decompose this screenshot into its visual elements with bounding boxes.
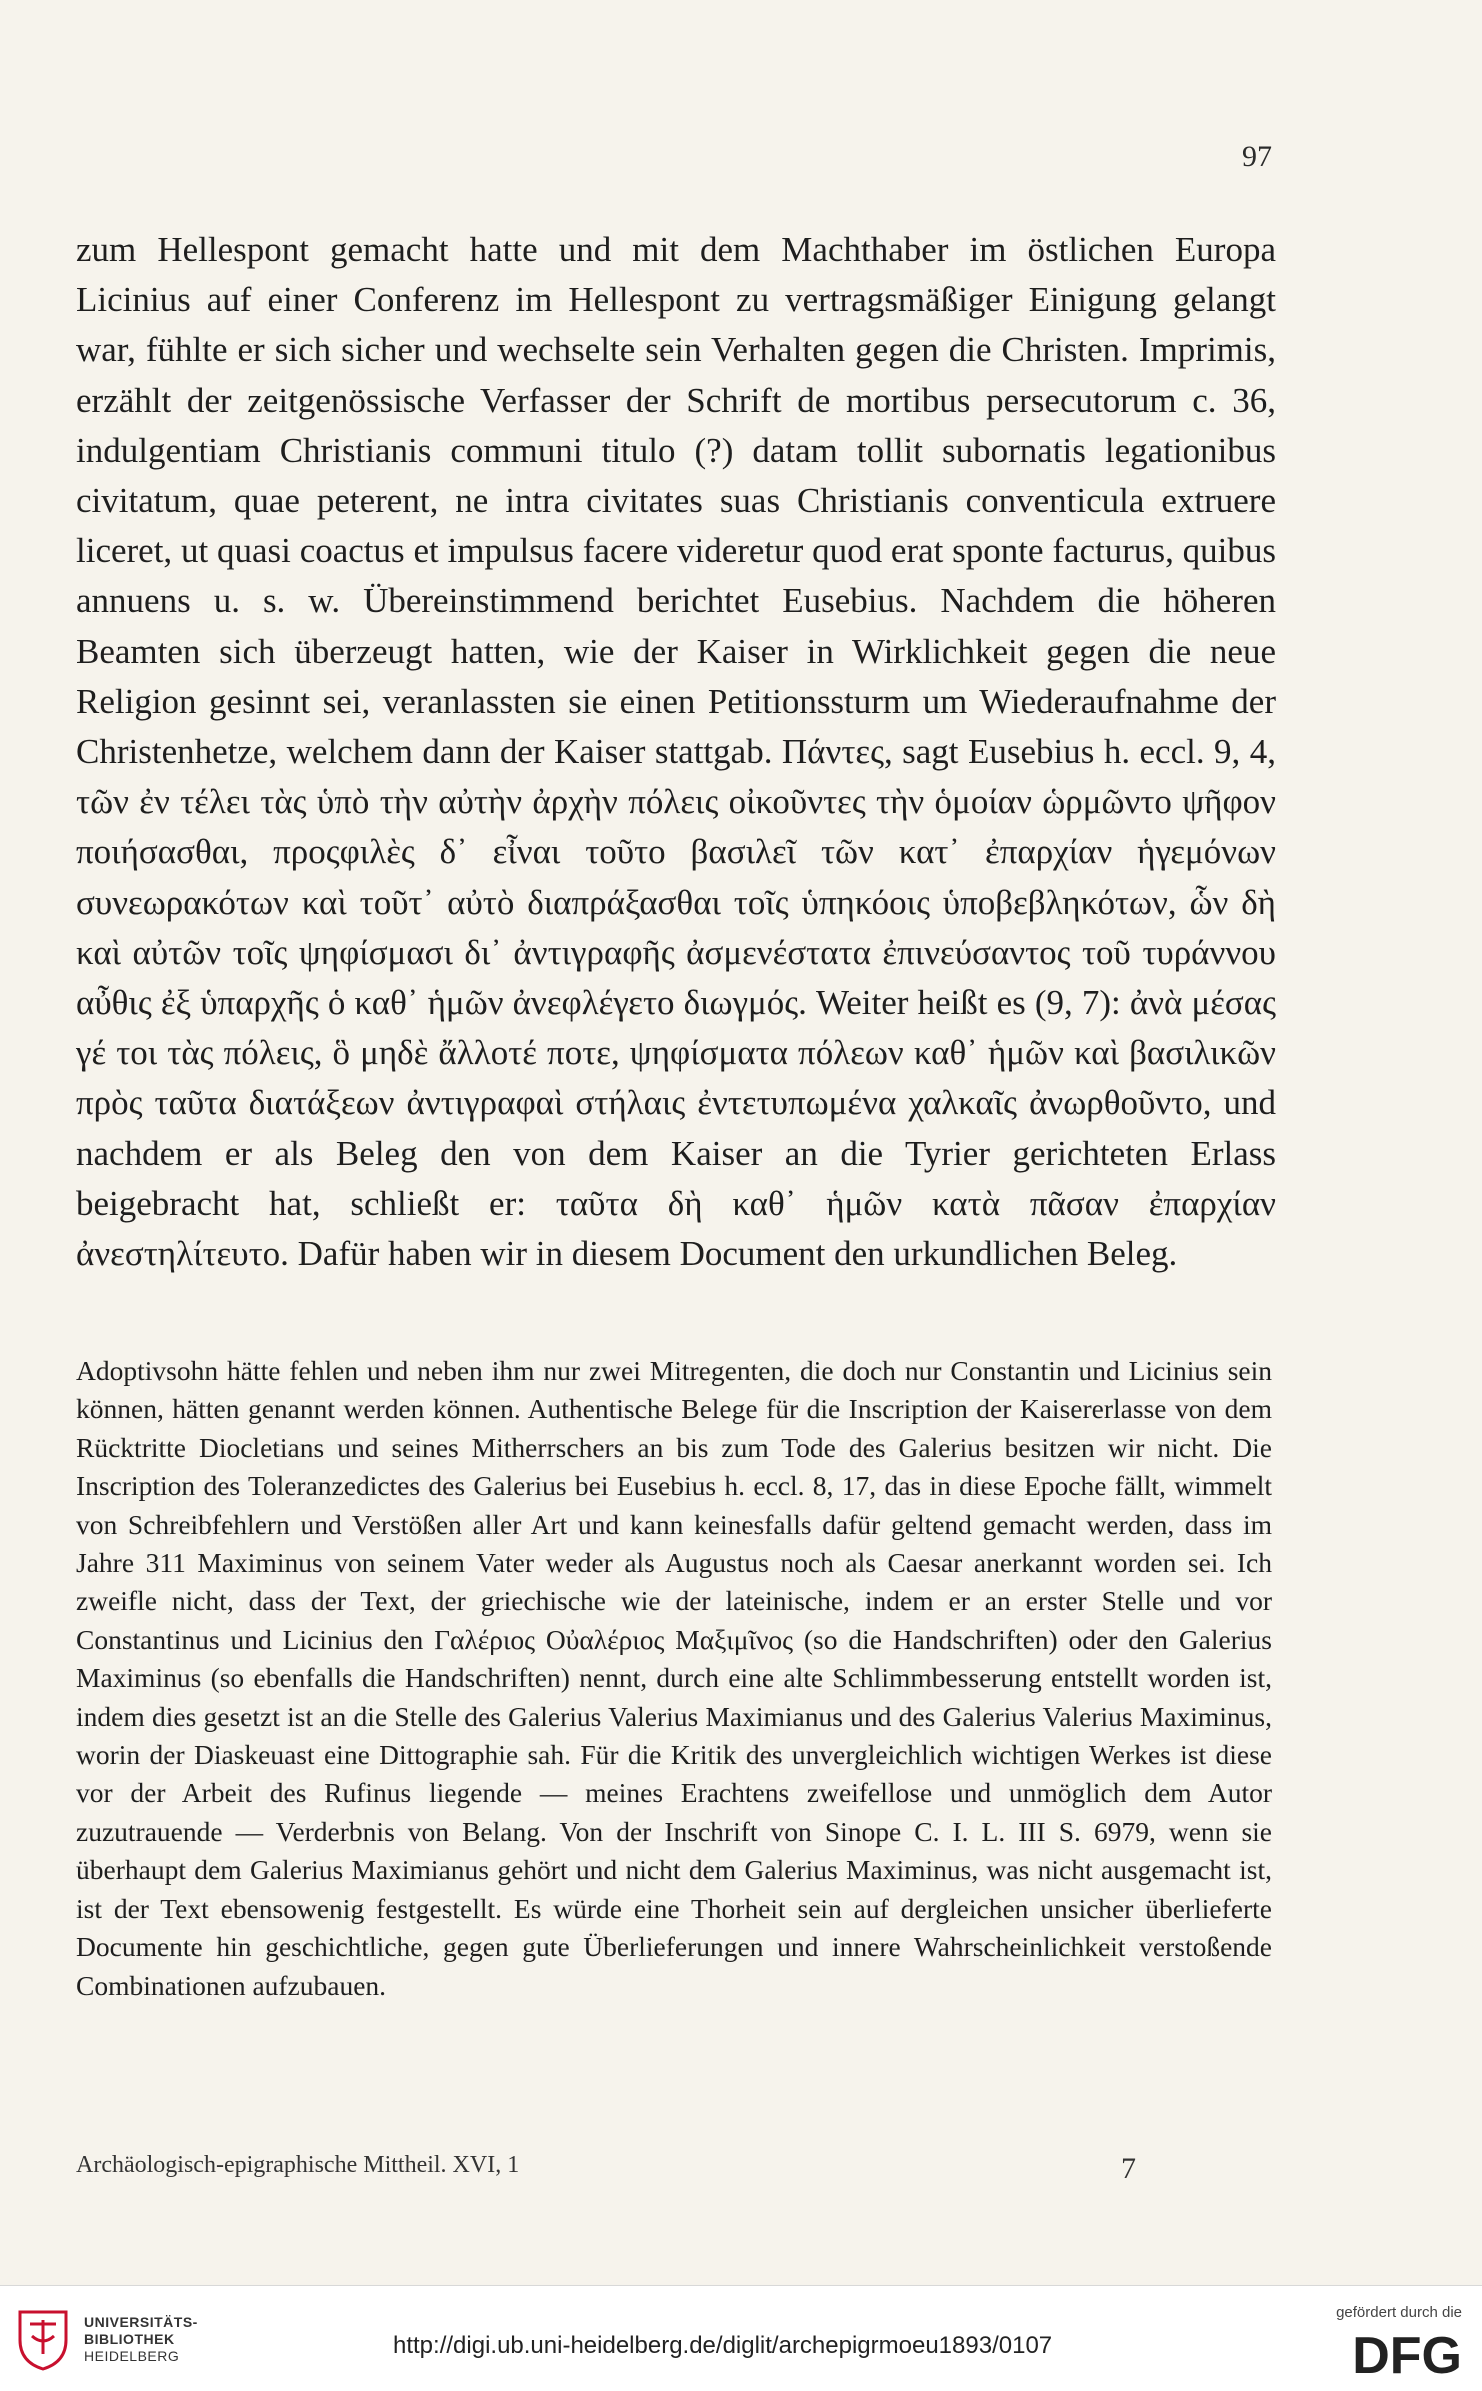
footnote (76, 1352, 1272, 2005)
signature-mark: 7 (1121, 2152, 1136, 2185)
institution-line-1: UNIVERSITÄTS- (84, 2314, 198, 2330)
university-seal-icon (12, 2306, 74, 2372)
dfg-logo-icon (1312, 2327, 1462, 2379)
running-footer (76, 2152, 1136, 2186)
institution-line-2: BIBLIOTHEK (84, 2331, 175, 2347)
institution-line-3: HEIDELBERG (84, 2348, 180, 2364)
page-number: 97 (1242, 140, 1272, 173)
institution-name (84, 2314, 198, 2365)
funding-credit (1302, 2304, 1462, 2379)
dfg-logo-text: DFG (1352, 2327, 1462, 2379)
main-text (76, 225, 1276, 1279)
footnote-text: Adoptivsohn hätte fehlen und neben ihm nur zwei Mitregenten, die doch nur Constantin und Licinius sein können, hätten genannt werden können. Authentische Belege für die Inscription der Kaisererlasse von dem Rücktritte Diocletians und seines Mitherrschers an bis zum Tode des Galerius besitzen wir nicht. Die Inscription des Toleranzedictes des Galerius bei Eusebius h. eccl. 8, 17, das in diese Epoche fällt, wimmelt von Schreibfehlern und Verstößen aller Art und kann keinesfalls dafür geltend gemacht werden, dass im Jahre 311 Maximinus von seinem Vater weder als Augustus noch als Caesar anerkannt worden sei. Ich zweifle nicht, dass der Text, der griechische wie der lateinische, indem er an erster Stelle und vor Constantinus und Licinius den Γαλέριος Οὐαλέριος Μαξιμῖνος (so die Handschriften) oder den Galerius Maximinus (so ebenfalls die Handschriften) nennt, durch eine alte Schlimmbesserung entstellt worden ist, indem dies gesetzt ist an die Stelle des Galerius Valerius Maximianus und des Galerius Valerius Maximinus, worin der Diaskeuast eine Dittographie sah. Für die Kritik des unvergleichlich wichtigen Werkes ist diese vor der Arbeit des Rufinus liegende — meines Erachtens zweifellose und unmöglich dem Autor zuzutrauende — Verderbnis von Belang. Von der Inschrift von Sinope C. I. L. III S. 6979, wenn sie überhaupt dem Galerius Maximianus gehört und nicht dem Galerius Maximinus, was nicht ausgemacht ist, ist der Text ebensowenig festgestellt. Es würde eine Thorheit sein auf dergleichen unsicher überlieferte Documente hin geschichtliche, gegen gute Überlieferungen und innere Wahrscheinlichkeit verstoßende Combinationen aufzubauen. (76, 1355, 1272, 2001)
body-paragraph: zum Hellespont gemacht hatte und mit dem Machthaber im östlichen Europa Licinius auf einer Conferenz im Hellespont zu vertragsmäßiger Einigung gelangt war, fühlte er sich sicher und wechselte sein Verhalten gegen die Christen. Imprimis, erzählt der zeitgenössische Verfasser der Schrift de mortibus persecutorum c. 36, indulgentiam Christianis communi titulo (?) datam tollit subornatis legationibus civitatum, quae peterent, ne intra civitates suas Christianis conventicula extruere liceret, ut quasi coactus et impulsus facere videretur quod erat sponte facturus, quibus annuens u. s. w. Übereinstimmend berichtet Eusebius. Nachdem die höheren Beamten sich überzeugt hatten, wie der Kaiser in Wirklichkeit gegen die neue Religion gesinnt sei, veranlassten sie einen Petitionssturm um Wiederaufnahme der Christenhetze, welchem dann der Kaiser stattgab. Πάντες, sagt Eusebius h. eccl. 9, 4, τῶν ἐν τέλει τὰς ὑπὸ τὴν αὐτὴν ἀρχὴν πόλεις οἰκοῦντες τὴν ὁμοίαν ὡρμῶντο ψῆφον ποιήσασθαι, προςφιλὲς δ᾽ εἶναι τοῦτο βασιλεῖ τῶν κατ᾽ ἐπαρχίαν ἡγεμόνων συνεωρακότων καὶ τοῦτ᾽ αὐτὸ διαπράξασθαι τοῖς ὑπηκόοις ὑποβεβληκότων, ὧν δὴ καὶ αὐτῶν τοῖς ψηφίσμασι δι᾽ ἀντιγραφῆς ἀσμενέστατα ἐπινεύσαντος τοῦ τυράννου αὖθις ἐξ ὑπαρχῆς ὁ καθ᾽ ἡμῶν ἀνεφλέγετο διωγμός. Weiter heißt es (9, 7): ἀνὰ μέσας γέ τοι τὰς πόλεις, ὃ μηδὲ ἄλλοτέ ποτε, ψηφίσματα πόλεων καθ᾽ ἡμῶν καὶ βασιλικῶν πρὸς ταῦτα διατάξεων ἀντιγραφαὶ στήλαις ἐντετυπωμένα χαλκαῖς ἀνωρθοῦντο, und nachdem er als Beleg den von dem Kaiser an die Tyrier gerichteten Erlass beigebracht hat, schließt er: ταῦτα δὴ καθ᾽ ἡμῶν κατὰ πᾶσαν ἐπαρχίαν ἀνεστηλίτευτο. Dafür haben wir in diesem Document den urkundlichen Beleg. (76, 230, 1276, 1274)
funding-label: gefördert durch die (1336, 2304, 1462, 2321)
journal-title: Archäologisch-epigraphische Mittheil. XVI, 1 (76, 2152, 520, 2178)
digitization-footer (0, 2285, 1482, 2391)
permalink[interactable]: http://digi.ub.uni-heidelberg.de/diglit/archepigrmoeu1893/0107 (393, 2332, 1053, 2359)
